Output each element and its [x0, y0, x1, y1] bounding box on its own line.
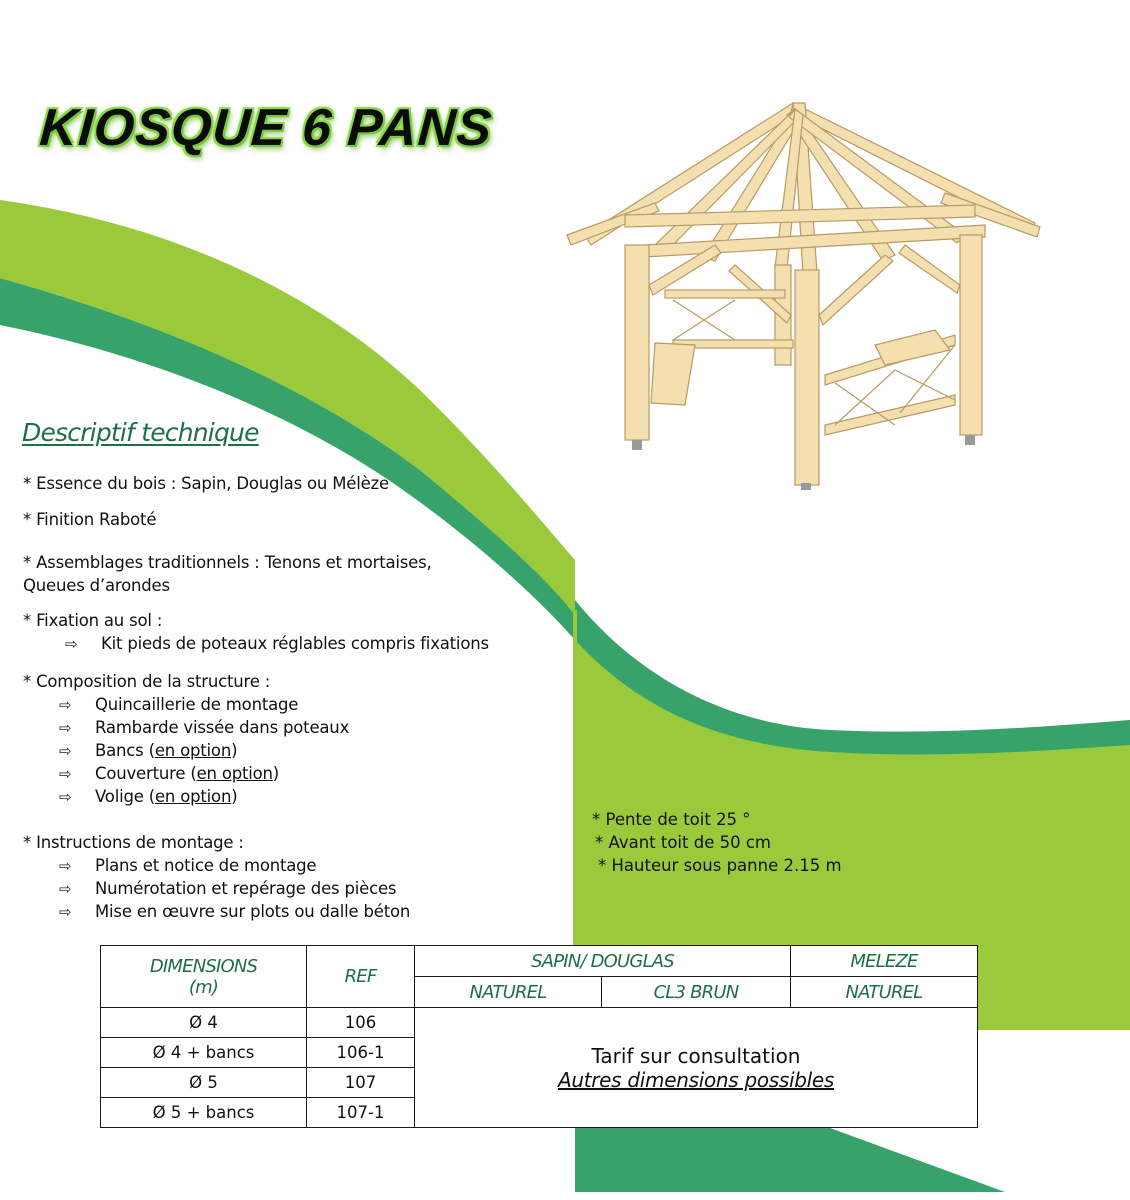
dimension-cell: Ø 5 [101, 1068, 307, 1098]
spec-finish: * Finition Raboté [23, 510, 157, 529]
price-cell [415, 1008, 978, 1128]
spec-structure-composition: * Composition de la structure : [23, 672, 271, 691]
page-title: KIOSQUE 6 PANS [37, 99, 495, 157]
option-link[interactable]: en option [154, 741, 232, 760]
header-naturel: NATUREL [415, 977, 602, 1008]
dimension-cell: Ø 4 + bancs [101, 1038, 307, 1068]
wooden-gazebo-illustration [555, 95, 1045, 490]
instruction-item: ⇨ Numérotation et repérage des pièces [59, 877, 396, 901]
header-meleze-naturel: NATUREL [791, 977, 978, 1008]
arrow-icon: ⇨ [59, 788, 72, 806]
composition-item: ⇨ Couverture (en option) [59, 762, 279, 786]
header-ref: REF [307, 946, 415, 1008]
dimension-cell: Ø 4 [101, 1008, 307, 1038]
spec-assembly-instructions: * Instructions de montage : [23, 833, 244, 852]
spec-assembly: * Assemblages traditionnels : Tenons et mortaises, [23, 553, 432, 572]
spec-ground-fixing-sub: ⇨ Kit pieds de poteaux réglables compris fixations [65, 632, 489, 656]
option-link[interactable]: en option [154, 787, 232, 806]
composition-item: ⇨ Bancs (en option) [59, 739, 237, 763]
dimension-cell: Ø 5 + bancs [101, 1098, 307, 1128]
spec-ground-fixing: * Fixation au sol : [23, 611, 163, 630]
composition-item: ⇨ Rambarde vissée dans poteaux [59, 716, 349, 740]
other-dimensions-note: Autres dimensions possibles [557, 1067, 835, 1092]
arrow-icon: ⇨ [59, 742, 72, 760]
instruction-item: ⇨ Mise en œuvre sur plots ou dalle béton [59, 900, 410, 924]
header-dimensions: DIMENSIONS (m) [101, 946, 307, 1008]
arrow-icon: ⇨ [59, 880, 72, 898]
ref-cell: 106-1 [307, 1038, 415, 1068]
arrow-icon: ⇨ [65, 635, 78, 653]
header-meleze: MELEZE [791, 946, 978, 977]
arrow-icon: ⇨ [59, 696, 72, 714]
bottom-dark-green-block [575, 1128, 1005, 1192]
spec-assembly-continuation: Queues d’arondes [23, 576, 170, 595]
option-link[interactable]: en option [196, 764, 273, 783]
header-sapin-douglas: SAPIN/ DOUGLAS [415, 946, 791, 977]
arrow-icon: ⇨ [59, 903, 72, 921]
ref-cell: 107-1 [307, 1098, 415, 1128]
price-note: Tarif sur consultation [591, 1043, 801, 1068]
arrow-icon: ⇨ [59, 719, 72, 737]
arrow-icon: ⇨ [59, 765, 72, 783]
arrow-icon: ⇨ [59, 857, 72, 875]
pricing-table [100, 945, 978, 1128]
composition-item: ⇨ Quincaillerie de montage [59, 693, 298, 717]
height-under-purlin: * Hauteur sous panne 2.15 m [598, 856, 842, 875]
composition-item: ⇨ Volige (en option) [59, 785, 237, 809]
ref-cell: 106 [307, 1008, 415, 1038]
roof-specs [592, 808, 842, 877]
description-heading: Descriptif technique [22, 418, 259, 447]
roof-pitch: * Pente de toit 25 ° [592, 810, 751, 829]
table-row [101, 1008, 978, 1038]
roof-overhang: * Avant toit de 50 cm [595, 833, 771, 852]
spec-wood-species: * Essence du bois : Sapin, Douglas ou Mélèze [23, 474, 389, 493]
instruction-item: ⇨ Plans et notice de montage [59, 854, 316, 878]
ref-cell: 107 [307, 1068, 415, 1098]
header-cl3-brun: CL3 BRUN [602, 977, 791, 1008]
